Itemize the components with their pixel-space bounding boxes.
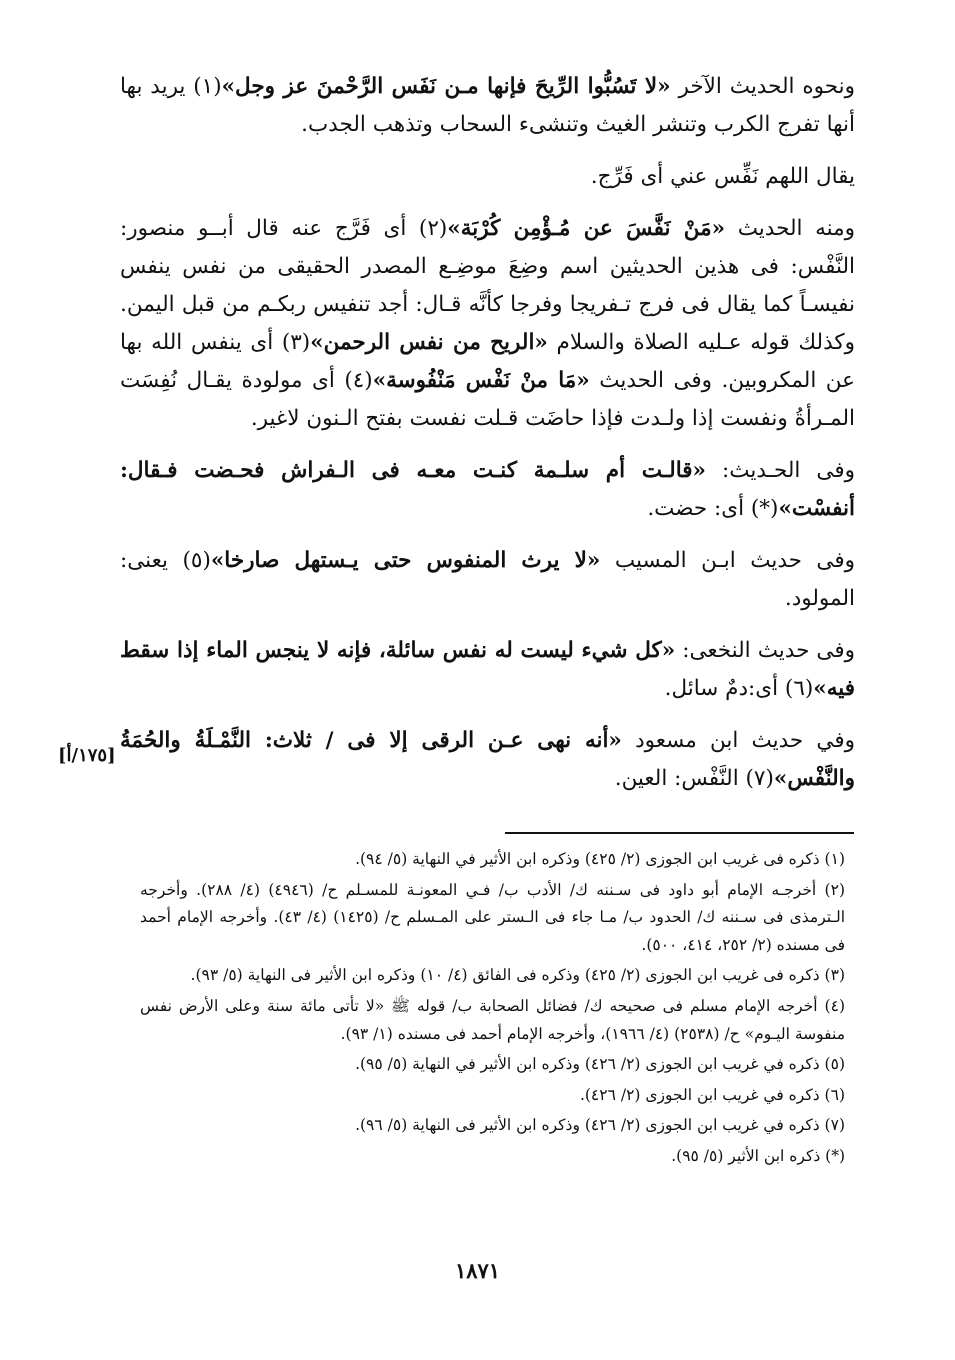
paragraph-text: ومنه الحديث	[737, 216, 856, 241]
hadith-quote: «قالـت أم سلـمة كنـت معـه فى الـفراش فحـضت فـقال: أنفسْت»	[120, 458, 855, 521]
page-number: ١٨٧١	[454, 1258, 501, 1283]
hadith-quote: «لا يرث المنفوس حتى يـستهل صارخا»	[210, 548, 601, 573]
footnotes	[140, 846, 845, 1174]
paragraph-continuation: (٤) أى مولودة يقـال نُفِسَت المـرأةُ ونفست إذا ولـدت فإذا حاضَت قـلت نفست بفتح الـنون لاغير.	[120, 368, 855, 431]
footnote: (٤) أخرجه الإمام مسلم فى صحيحه ك/ فضائل الصحابة ب/ قوله ﷺ «لا تأتى مائة سنة وعلى الأرض نفس منفوسة اليـوم» ح/ (٢٥٣٨) (٤/ ١٩٦٦)، وأخرجه الإمام أحمد فى مسنده (١/ ٩٣).	[140, 996, 845, 1043]
paragraph-text: وفي حديث ابن مسعود	[635, 728, 855, 753]
paragraph-text: وفى الحـديث:	[722, 458, 855, 483]
hadith-quote: «أنه نهى عـن الرقى إلا فى / ثلاث: النَّمْـلَةُ والحُمَةُ والنَّفْس»	[120, 728, 855, 791]
paragraph-text: يقال اللهم نَفِّس عني أى فَرِّج.	[590, 164, 855, 189]
footnote: (٥) ذكره في غريب ابن الجوزى (٢/ ٤٢٦) وذكره ابن الأثير في النهاية (٥/ ٩٥).	[355, 1055, 845, 1074]
footnote: (١) ذكره فى غريب ابن الجوزى (٢/ ٤٢٥) وذكره ابن الأثير في النهاية (٥/ ٩٤).	[355, 850, 845, 868]
paragraph-continuation: (١) يريد بها أنها تفرج الكرب وتنشر الغيث وتنشىء السحاب وتذهب الجدب.	[120, 74, 855, 137]
paragraph	[120, 68, 855, 144]
paragraph	[120, 722, 855, 798]
paragraph-continuation: (٧) النَّفْس: العين.	[614, 766, 774, 791]
paragraph-continuation: (٣) أى ينفس الله بها عن المكروبين. وفى الحديث	[120, 330, 855, 393]
paragraph-text: وفى حديث النخعى:	[682, 638, 855, 663]
paragraph	[120, 158, 855, 196]
paragraph-continuation: (*) أى: حضت.	[647, 496, 779, 521]
paragraph	[120, 542, 855, 618]
paragraph	[120, 452, 855, 528]
main-text	[120, 68, 855, 812]
footnote: (٣) ذكره فى غريب ابن الجوزى (٢/ ٤٢٥) وذكره فى الفائق (٤/ ١٠) وذكره ابن الأثير فى النهاية (٥/ ٩٣).	[190, 966, 845, 985]
hadith-quote: «لا تَسُبُّوا الرِّيحَ فإنها مـن نَفَس الرَّحْمنَ عز وجل»	[221, 74, 671, 99]
paragraph-continuation: (٢) أى فَرَّج عنه قال أبــو منصور: النَّفْس: فى هذين الحديثين اسم وضِعَ موضِـع المصدر الحقيقى من نفس ينفس نفيسـاً كما يقال فى فرج تـفريجا وفرجا كأنَّه قـال: أجد تنفيس ربكـم من قبل اليمن. وكذلك قوله عـليه الصلاة والسلام	[120, 216, 855, 355]
hadith-quote: «مَنْ نَفَّسَ عن مُـؤْمِن كُرْبَة»	[447, 216, 726, 241]
paragraph-continuation: (٦) أى:دمٌ سائل.	[664, 676, 814, 701]
paragraph	[120, 210, 855, 438]
paragraph-text: وفى حديث ابـن المسيب	[614, 548, 855, 573]
footnote: (٦) ذكره في غريب ابن الجوزى (٢/ ٤٢٦).	[579, 1085, 845, 1104]
footnote: (٧) ذكره في غريب ابن الجوزى (٢/ ٤٢٦) وذكره ابن الأثير فى النهاية (٥/ ٩٦).	[355, 1116, 845, 1135]
hadith-quote: «الريح من نفس الرحمن»	[310, 330, 548, 355]
footnote: (٢) أخرجـه الإمام أبو داود فى سـننه ك/ الأدب ب/ فـي المعونـة للمسـلم ح/ (٤٩٤٦) (٤/ ٢٨٨). وأخرجه الـترمذى فى سـننه ك/ الحدود ب/ مـا جاء فى الـستر على المـسلم ح/ (١٤٢٥) (٤/ ٤٣). وأخرجه الإمام أحمد فى مسنده (٢/ ٢٥٢، ٤١٤، ٥٠٠).	[140, 880, 846, 954]
footnote: (*) ذكره ابن الأثير (٥/ ٩٥).	[671, 1146, 845, 1165]
paragraph-text: ونحوه الحديث الآخر	[678, 74, 855, 99]
footnote-separator	[505, 832, 854, 834]
hadith-quote: «مَا منْ نَفْس مَنْفُوسة»	[372, 368, 590, 393]
paragraph	[120, 632, 855, 708]
margin-folio-note: [١٧٥/أ]	[58, 745, 116, 766]
paragraph-continuation: (٥) يعنى: المولود.	[120, 548, 855, 611]
hadith-quote: «كل شيء ليست له نفس سائلة، فإنه لا ينجس الماء إذا سقط فيه»	[120, 638, 855, 701]
